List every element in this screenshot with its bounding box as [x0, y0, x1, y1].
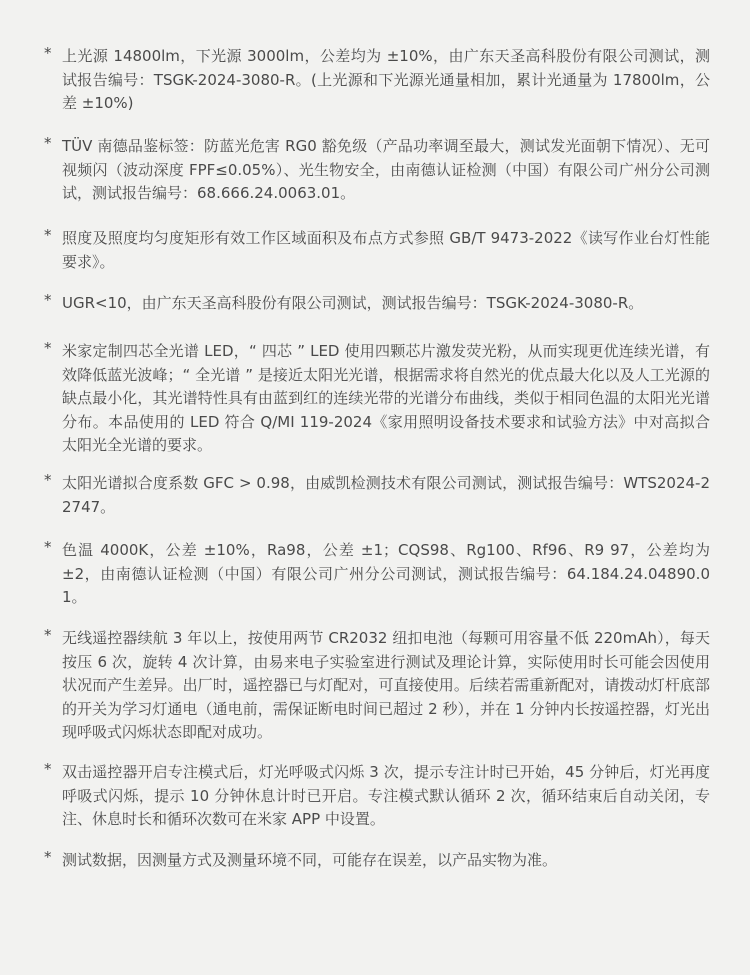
- footnote-ugr: [44, 292, 710, 316]
- footnote-text: 上光源 14800lm，下光源 3000lm，公差均为 ±10%，由广东天圣高科股份有限公司测试，测试报告编号：TSGK-2024-3080-R。(上光源和下光源光通量相加，累计光通量为 17800lm，公差 ±10%): [62, 47, 710, 112]
- footnote-focus-mode: [44, 761, 710, 832]
- footnote-test-data-disclaimer: [44, 849, 710, 873]
- bullet-asterisk: *: [44, 538, 52, 556]
- footnote-text: 米家定制四芯全光谱 LED，“ 四芯 ” LED 使用四颗芯片激发荧光粉，从而实现更优连续光谱，有效降低蓝光波峰；“ 全光谱 ” 是接近太阳光光谱，根据需求将自然光的优点最大化以及人工光源的缺点最小化，其光谱特性具有由蓝到红的连续光带的光谱分布曲线，类似于相同色温的太阳光光谱分布。本品使用的 LED 符合 Q/MI 119-2024《家用照明设备技术要求和试验方法》中对高拟合太阳光全光谱的要求。: [62, 342, 710, 454]
- footnote-illuminance: [44, 227, 710, 274]
- footnote-full-spectrum-led: [44, 340, 710, 458]
- footnote-text: UGR<10，由广东天圣高科股份有限公司测试，测试报告编号：TSGK-2024-3080-R。: [62, 294, 644, 312]
- footnote-text: 照度及照度均匀度矩形有效工作区域面积及布点方式参照 GB/T 9473-2022《读写作业台灯性能要求》。: [62, 229, 710, 271]
- footnote-tuv-label: [44, 135, 710, 206]
- footnote-text: 测试数据，因测量方式及测量环境不同，可能存在误差，以产品实物为准。: [62, 851, 558, 869]
- bullet-asterisk: *: [44, 134, 52, 152]
- footnote-remote-battery: [44, 627, 710, 745]
- bullet-asterisk: *: [44, 44, 52, 62]
- footnote-text: 太阳光谱拟合度系数 GFC > 0.98，由威凯检测技术有限公司测试，测试报告编号：WTS2024-22747。: [62, 474, 710, 516]
- bullet-asterisk: *: [44, 339, 52, 357]
- bullet-asterisk: *: [44, 760, 52, 778]
- footnote-text: 无线遥控器续航 3 年以上，按使用两节 CR2032 纽扣电池（每颗可用容量不低 220mAh），每天按压 6 次，旋转 4 次计算，由易来电子实验室进行测试及理论计算，实际使用时长可能会因使用状况而产生差异。出厂时，遥控器已与灯配对，可直接使用。后续若需重新配对，请拨动灯杆底部的开关为学习灯通电（通电前，需保证断电时间已超过 2 秒），并在 1 分钟内长按遥控器，灯光出现呼吸式闪烁状态即配对成功。: [62, 629, 710, 741]
- footnote-text: TÜV 南德品鉴标签：防蓝光危害 RG0 豁免级（产品功率调至最大，测试发光面朝下情况）、无可视频闪（波动深度 FPF≤0.05%）、光生物安全，由南德认证检测（中国）有限公司广州分公司测试，测试报告编号：68.666.24.0063.01。: [62, 137, 710, 202]
- bullet-asterisk: *: [44, 471, 52, 489]
- bullet-asterisk: *: [44, 291, 52, 309]
- bullet-asterisk: *: [44, 226, 52, 244]
- bullet-asterisk: *: [44, 848, 52, 866]
- footnote-text: 色温 4000K，公差 ±10%，Ra98，公差 ±1；CQS98、Rg100、Rf96、R9 97，公差均为 ±2，由南德认证检测（中国）有限公司广州分公司测试，测试报告编号：64.184.24.04890.01。: [62, 541, 710, 606]
- footnote-luminous-flux: [44, 45, 710, 116]
- footnote-color-temperature: [44, 539, 710, 610]
- footnote-gfc: [44, 472, 710, 519]
- bullet-asterisk: *: [44, 626, 52, 644]
- footnote-text: 双击遥控器开启专注模式后，灯光呼吸式闪烁 3 次，提示专注计时已开始，45 分钟后，灯光再度呼吸式闪烁，提示 10 分钟休息计时已开启。专注模式默认循环 2 次，循环结束后自动关闭，专注、休息时长和循环次数可在米家 APP 中设置。: [62, 763, 710, 828]
